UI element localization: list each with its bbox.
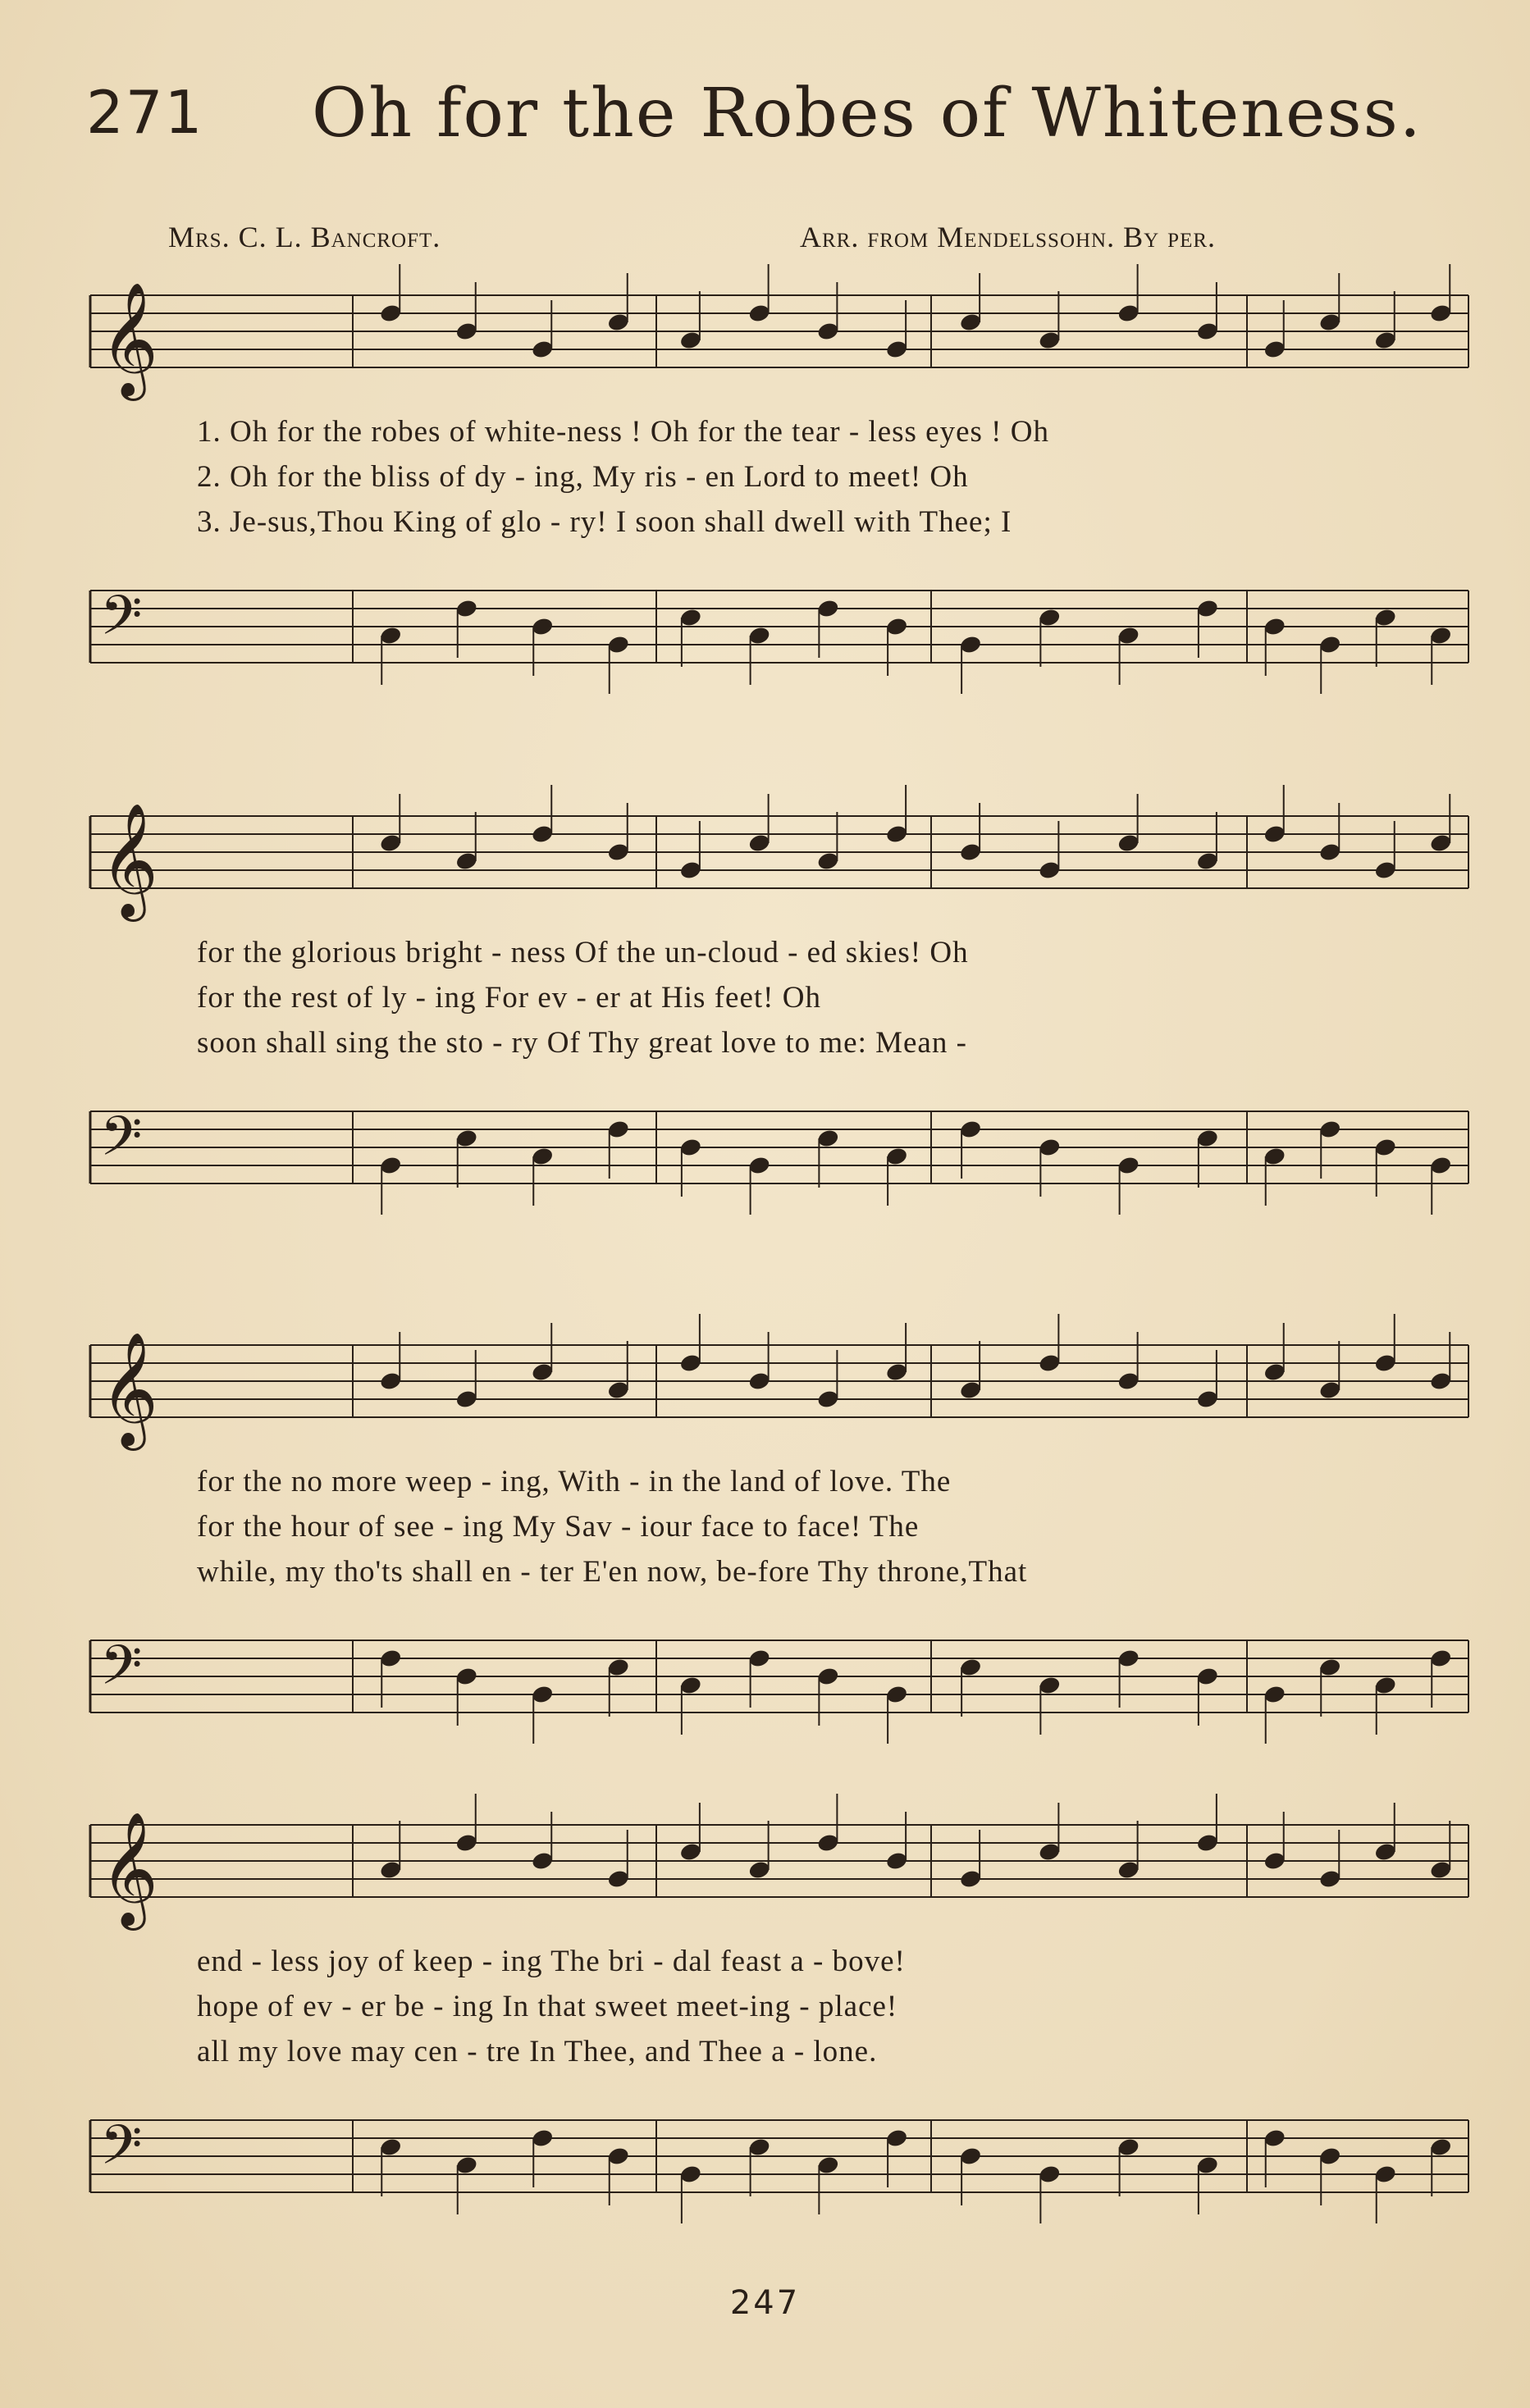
- lyric-line-verse-1: end - less joy of keep - ing The bri - dal feast a - bove!: [197, 1945, 906, 1978]
- lyric-line-verse-3: all my love may cen - tre In Thee, and Thee a - lone.: [197, 2035, 878, 2068]
- arranger-credit: Arr. from Mendelssohn. By per.: [800, 221, 1217, 253]
- lyric-line-verse-3: while, my tho'ts shall en - ter E'en now, be-fore Thy throne,That: [197, 1555, 1028, 1589]
- treble-clef-icon: 𝄞: [100, 803, 158, 917]
- bass-clef-icon: 𝄢: [100, 1634, 143, 1710]
- lyric-line-verse-1: 1. Oh for the robes of white-ness ! Oh for the tear - less eyes ! Oh: [197, 415, 1049, 449]
- treble-clef-icon: 𝄞: [100, 1812, 158, 1926]
- bass-staff: [82, 1095, 1477, 1210]
- treble-staff: [82, 1808, 1477, 1926]
- treble-staff: [82, 279, 1477, 394]
- bass-clef-icon: 𝄢: [100, 2114, 143, 2190]
- lyric-line-verse-2: hope of ev - er be - ing In that sweet meet-ing - place!: [197, 1990, 898, 2023]
- author-credit: Mrs. C. L. Bancroft.: [168, 221, 441, 253]
- music-system-1: [82, 246, 1477, 705]
- page-number: 247: [729, 2284, 801, 2322]
- bass-staff: [82, 574, 1477, 689]
- hymn-title: Oh for the Robes of Whiteness.: [312, 75, 1423, 153]
- title-row: [86, 75, 1481, 168]
- music-system-3: [82, 1296, 1477, 1755]
- lyric-line-verse-1: for the no more weep - ing, With - in the land of love. The: [197, 1465, 952, 1498]
- lyric-line-verse-2: for the hour of see - ing My Sav - iour face to face! The: [197, 1510, 920, 1544]
- treble-clef-icon: 𝄞: [100, 282, 158, 396]
- bass-staff: [82, 1624, 1477, 1739]
- hymn-number: 271: [86, 78, 204, 147]
- lyric-line-verse-3: soon shall sing the sto - ry Of Thy great love to me: Mean -: [197, 1026, 967, 1060]
- bass-staff: [82, 2104, 1477, 2219]
- bass-clef-icon: 𝄢: [100, 584, 143, 660]
- lyric-line-verse-2: 2. Oh for the bliss of dy - ing, My ris - en Lord to meet! Oh: [197, 460, 969, 494]
- music-system-4: [82, 1776, 1477, 2235]
- treble-staff: [82, 1329, 1477, 1446]
- lyric-line-verse-1: for the glorious bright - ness Of the un-cloud - ed skies! Oh: [197, 936, 969, 969]
- treble-staff: [82, 800, 1477, 917]
- bass-clef-icon: 𝄢: [100, 1105, 143, 1181]
- music-system-2: [82, 767, 1477, 1226]
- lyric-line-verse-3: 3. Je-sus,Thou King of glo - ry! I soon shall dwell with Thee; I: [197, 505, 1012, 539]
- treble-clef-icon: 𝄞: [100, 1332, 158, 1446]
- lyric-line-verse-2: for the rest of ly - ing For ev - er at His feet! Oh: [197, 981, 821, 1015]
